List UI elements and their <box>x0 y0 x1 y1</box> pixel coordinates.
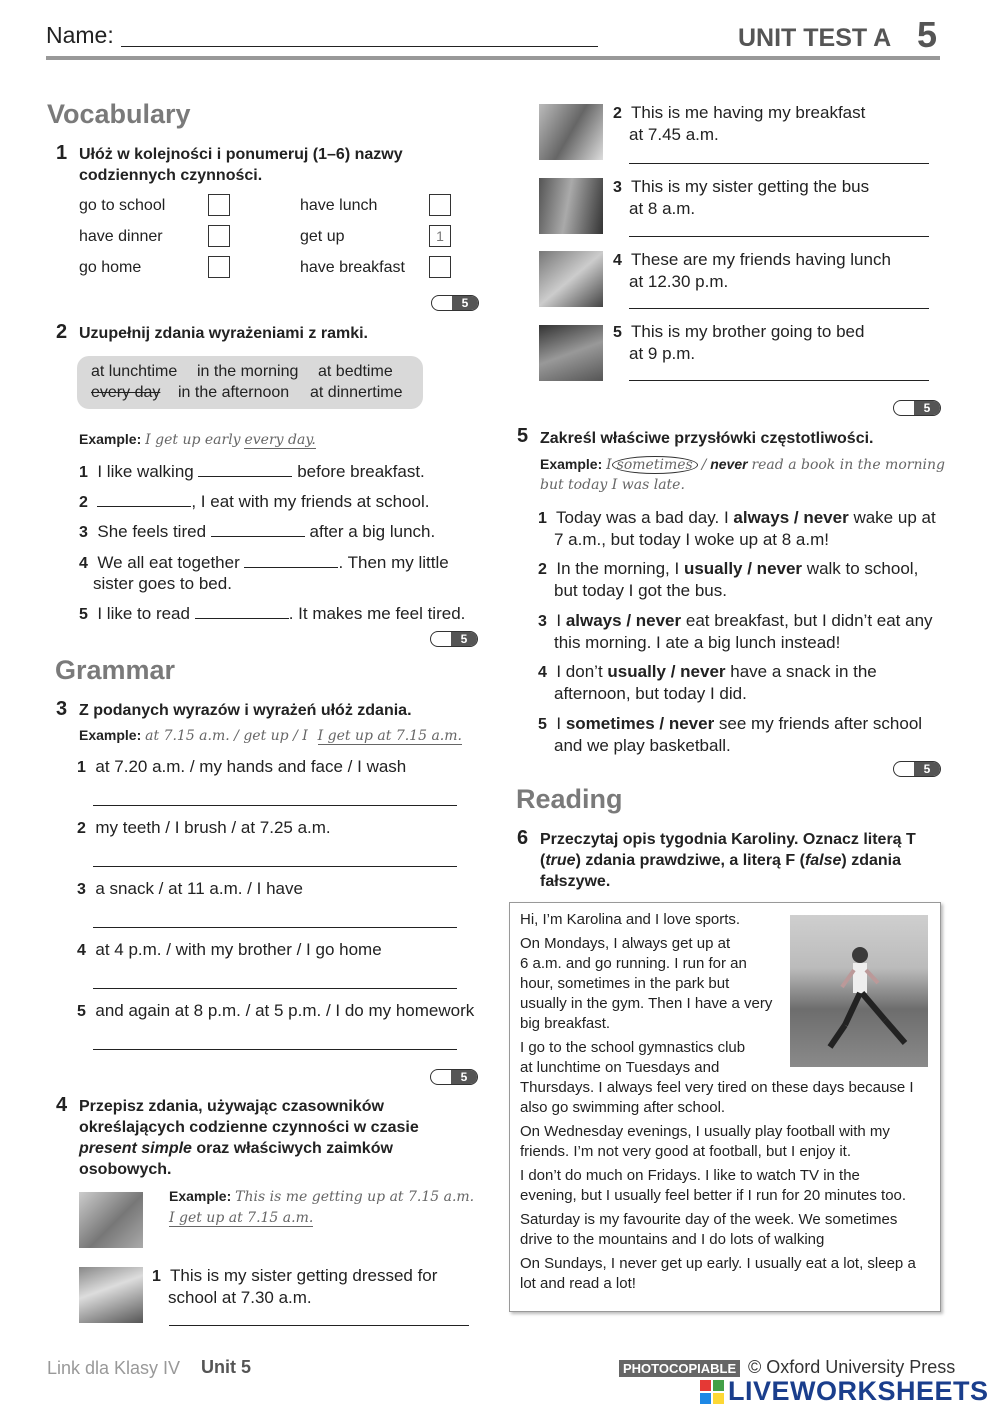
reading-p4: On Wednesday evenings, I usually play football with my friends. I’m not very good at football, but I enjoy it. <box>520 1123 890 1160</box>
ex3-item-5: 5 and again at 8 p.m. / at 5 p.m. / I do my homework <box>77 1001 475 1020</box>
reading-p6: Saturday is my favourite day of the week. We sometimes drive to the mountains and I do lots of walking <box>520 1211 898 1248</box>
reading-p5: I don’t do much on Fridays. I like to watch TV in the evening, but I usually feel better if I run for 20 minutes too. <box>520 1167 907 1204</box>
ex2-item-4: 4 We all eat together . Then my little <box>79 553 449 572</box>
ex2-score-badge <box>430 631 478 647</box>
score-value: 5 <box>452 296 478 310</box>
phrase-at-dinnertime: at dinnertime <box>310 384 403 401</box>
ex5-options-3[interactable]: always / never <box>565 611 682 630</box>
ex2-example <box>79 431 316 448</box>
name-label: Name: <box>46 22 114 48</box>
ex4-item-1: 1 This is my sister getting dressed for school at 7.30 a.m. <box>152 1266 438 1307</box>
ex4-item-5: 5 This is my brother going to bed at 9 p.m. <box>613 322 865 363</box>
ex2-blank-5[interactable] <box>195 604 289 619</box>
ex1-box-go-home[interactable] <box>208 256 230 278</box>
photo-bus <box>539 178 603 234</box>
ex2-blank-1[interactable] <box>198 462 292 477</box>
ex4-answer-line-4[interactable] <box>629 308 929 309</box>
unit-number: 5 <box>917 14 938 55</box>
name-input-line[interactable] <box>121 46 598 47</box>
example-answer: I get up at 7.15 a.m. <box>317 728 462 744</box>
ex3-item-1: 1 at 7.20 a.m. / my hands and face / I wash <box>77 757 407 776</box>
ex5-item-1: 1 Today was a bad day. I always / never wake up at 7 a.m., but today I woke up at 8 a.m! <box>538 508 936 549</box>
reading-heading: Reading <box>516 784 623 814</box>
footer-publisher: © Oxford University Press <box>748 1357 956 1377</box>
example-label: Example: <box>169 1188 232 1204</box>
ex4-item-4: 4 These are my friends having lunch at 12.30 p.m. <box>613 250 891 291</box>
phrase-every-day: every day <box>91 384 161 401</box>
exercise-1-number: 1 <box>56 142 68 164</box>
ex4-item-3: 3 This is my sister getting the bus at 8 a.m. <box>613 177 870 218</box>
ex2-item-1: 1 I like walking before breakfast. <box>79 462 425 481</box>
ex1-item-go-to-school: go to school <box>79 197 166 214</box>
photo-lunch <box>539 251 603 307</box>
exercise-6-number: 6 <box>517 827 529 849</box>
reading-p2: On Mondays, I always get up at 6 a.m. and go running. I run for an hour, sometimes in the park but usually in the gym. Then I have a very big breakfast. <box>520 935 773 1032</box>
ex5-options-5[interactable]: sometimes / never <box>565 714 715 733</box>
ex1-item-get-up: get up <box>300 228 345 245</box>
ex2-item-4-cont: sister goes to bed. <box>93 574 232 593</box>
ex3-example <box>79 727 462 744</box>
ex4-answer-line-1[interactable] <box>169 1325 469 1326</box>
example-label: Example: <box>79 431 142 447</box>
ex1-box-go-to-school[interactable] <box>208 194 230 216</box>
ex1-item-have-breakfast: have breakfast <box>300 259 405 276</box>
ex5-item-2: 2 In the morning, I usually / never walk to school, but today I got the bus. <box>538 559 919 600</box>
exercise-5-instruction: Zakreśl właściwe przysłówki częstotliwości. <box>540 430 874 447</box>
phrase-in-the-afternoon: in the afternoon <box>178 384 290 401</box>
ex5-score-badge <box>893 761 941 777</box>
ex3-item-4: 4 at 4 p.m. / with my brother / I go home <box>77 940 382 959</box>
phrase-box <box>77 356 423 409</box>
example-text: at 7.15 a.m. / get up / I <box>145 728 308 744</box>
ex1-box-get-up: 1 <box>429 225 451 247</box>
ex2-blank-3[interactable] <box>211 522 305 537</box>
reading-p7: On Sundays, I never get up early. I usually eat a lot, sleep a lot and read a lot! <box>520 1255 916 1292</box>
exercise-4-number: 4 <box>56 1094 68 1116</box>
footer-unit: Unit 5 <box>201 1357 252 1377</box>
ex3-answer-line-2[interactable] <box>93 866 457 867</box>
ex1-box-have-dinner[interactable] <box>208 225 230 247</box>
ex3-answer-line-4[interactable] <box>93 988 457 989</box>
phrase-in-the-morning: in the morning <box>197 363 299 380</box>
photo-getting-dressed <box>79 1267 143 1323</box>
exercise-2-instruction: Uzupełnij zdania wyrażeniami z ramki. <box>79 325 368 342</box>
grammar-heading: Grammar <box>55 655 176 685</box>
ex1-box-have-lunch[interactable] <box>429 194 451 216</box>
header-rule <box>46 56 940 60</box>
ex4-score-badge <box>893 400 941 416</box>
ex1-box-have-breakfast[interactable] <box>429 256 451 278</box>
example-label: Example: <box>79 727 142 743</box>
ex3-answer-line-3[interactable] <box>93 927 457 928</box>
example-label: Example: <box>540 456 603 472</box>
ex5-item-4: 4 I don’t usually / never have a snack in the afternoon, but today I did. <box>538 662 877 703</box>
liveworksheets-brand[interactable]: LIVEWORKSHEETS <box>728 1376 989 1406</box>
ex5-example: Example: I sometimes / never read a book in the morning <box>540 456 945 473</box>
ex3-answer-line-5[interactable] <box>93 1049 457 1050</box>
ex3-answer-line-1[interactable] <box>93 805 457 806</box>
exercise-3-instruction: Z podanych wyrazów i wyrażeń ułóż zdania. <box>79 702 412 719</box>
ex4-answer-line-3[interactable] <box>629 236 929 237</box>
exercise-6-instruction: Przeczytaj opis tygodnia Karoliny. Oznacz literą T (true) zdania prawdziwe, a literą F (false) zdania fałszywe. <box>540 831 916 890</box>
ex3-score-badge <box>430 1069 478 1085</box>
example-text: This is me getting up at 7.15 a.m. <box>235 1189 475 1205</box>
ex1-item-have-lunch: have lunch <box>300 197 378 214</box>
ex5-item-3: 3 I always / never eat breakfast, but I didn’t eat any this morning. I ate a big lunch instead! <box>538 611 933 652</box>
ex2-blank-2[interactable] <box>97 492 191 507</box>
ex5-item-5: 5 I sometimes / never see my friends after school and we play basketball. <box>538 714 923 755</box>
phrase-at-lunchtime: at lunchtime <box>91 363 178 380</box>
ex5-options-1[interactable]: always / never <box>733 508 849 527</box>
circled-sometimes: sometimes <box>612 456 698 474</box>
exercise-1-instruction: Ułóż w kolejności i ponumeruj (1–6) nazwy codziennych czynności. <box>79 146 403 184</box>
exercise-4-instruction: Przepisz zdania, używając czasowników określających codzienne czynności w czasie present simple oraz właściwych zaimków osobowych. <box>79 1098 419 1178</box>
photo-girl-running <box>790 915 928 1067</box>
ex2-blank-4[interactable] <box>244 553 338 568</box>
photo-bed <box>539 325 603 381</box>
score-value: 5 <box>914 401 940 415</box>
ex2-item-2: 2 , I eat with my friends at school. <box>79 492 430 511</box>
ex4-item-2: 2 This is me having my breakfast at 7.45 a.m. <box>613 103 866 144</box>
reading-p3: I go to the school gymnastics club at lunchtime on Tuesdays and Thursdays. I always feel very tired on these days because I also go swimming after school. <box>520 1039 914 1116</box>
ex4-answer-line-5[interactable] <box>629 380 929 381</box>
score-value: 5 <box>451 632 477 646</box>
ex3-item-3: 3 a snack / at 11 a.m. / I have <box>77 879 303 898</box>
photo-waking-up <box>79 1192 143 1248</box>
reading-text-box <box>509 902 941 1312</box>
photocopiable-badge: PHOTOCOPIABLE <box>619 1360 740 1377</box>
exercise-2-number: 2 <box>56 321 68 343</box>
ex4-answer-line-2[interactable] <box>629 163 929 164</box>
vocabulary-heading: Vocabulary <box>47 99 191 129</box>
ex4-example <box>169 1188 474 1205</box>
ex1-item-have-dinner: have dinner <box>79 228 163 245</box>
runner-icon <box>790 915 928 1067</box>
liveworksheets-logo-icon <box>700 1380 724 1404</box>
ex5-options-2[interactable]: usually / never <box>683 559 803 578</box>
ex5-options-4[interactable]: usually / never <box>607 662 726 681</box>
footer-book: Link dla Klasy IV <box>47 1358 181 1378</box>
example-answer: I get up at 7.15 a.m. <box>169 1210 314 1226</box>
ex5-example-line2: but today I was late. <box>540 477 685 493</box>
reading-p1: Hi, I’m Karolina and I love sports. <box>520 911 741 928</box>
phrase-at-bedtime: at bedtime <box>318 363 393 380</box>
example-answer: every day. <box>244 432 316 448</box>
photo-breakfast <box>539 104 603 160</box>
ex2-item-3: 3 She feels tired after a big lunch. <box>79 522 436 541</box>
score-value: 5 <box>914 762 940 776</box>
exercise-3-number: 3 <box>56 698 68 720</box>
ex3-item-2: 2 my teeth / I brush / at 7.25 a.m. <box>77 818 331 837</box>
exercise-5-number: 5 <box>517 425 529 447</box>
ex1-score-badge <box>431 295 479 311</box>
example-text: I get up early <box>145 432 241 448</box>
unit-test-title: UNIT TEST A <box>738 24 892 52</box>
score-value: 5 <box>451 1070 477 1084</box>
ex2-item-5: 5 I like to read . It makes me feel tired. <box>79 604 466 623</box>
ex1-item-go-home: go home <box>79 259 142 276</box>
